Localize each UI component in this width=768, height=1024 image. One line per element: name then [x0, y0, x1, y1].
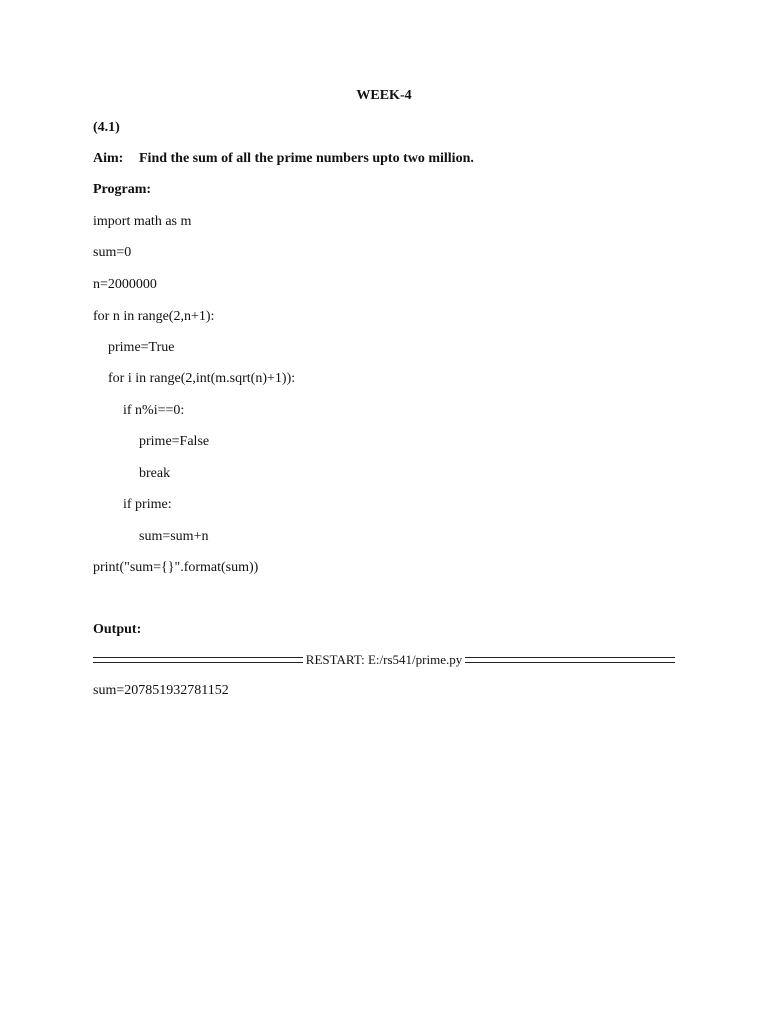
- code-line-sum-init: sum=0: [93, 245, 132, 260]
- code-line-prime-false: prime=False: [139, 434, 210, 449]
- code-line-sum-add: sum=sum+n: [139, 529, 209, 544]
- code-line-import: import math as m: [93, 214, 192, 229]
- code-line-n-init: n=2000000: [93, 277, 157, 292]
- code-line-if-mod: if n%i==0:: [123, 403, 185, 418]
- code-line-print: print("sum={}".format(sum)): [93, 560, 259, 575]
- aim-row: [93, 151, 474, 167]
- output-label: Output:: [93, 622, 142, 637]
- code-line-break: break: [139, 466, 171, 481]
- code-line-for-n: for n in range(2,n+1):: [93, 309, 215, 324]
- code-line-prime-true: prime=True: [108, 340, 175, 355]
- code-line-if-prime: if prime:: [123, 497, 172, 512]
- output-value: sum=207851932781152: [93, 683, 229, 698]
- restart-banner: [93, 652, 675, 668]
- restart-rule-right: [465, 657, 675, 663]
- aim-label: Aim:: [93, 151, 124, 166]
- aim-text: Find the sum of all the prime numbers upto two million.: [139, 151, 474, 166]
- restart-text: RESTART: E:/rs541/prime.py: [305, 652, 463, 667]
- program-label: Program:: [93, 182, 152, 197]
- page-title: WEEK-4: [356, 88, 412, 103]
- restart-rule-left: [93, 657, 303, 663]
- code-line-for-i: for i in range(2,int(m.sqrt(n)+1)):: [108, 371, 296, 386]
- section-number: (4.1): [93, 120, 120, 135]
